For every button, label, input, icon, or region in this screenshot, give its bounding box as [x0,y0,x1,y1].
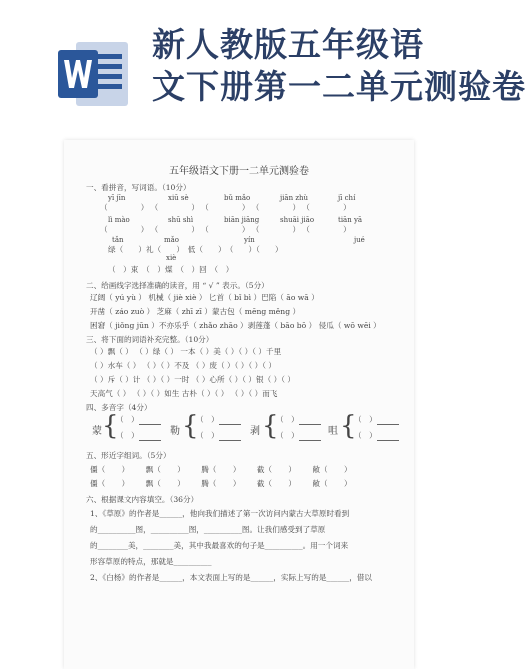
fill-in-line: 形容草原的特点，那就是__________ [90,557,212,566]
pronunciation-line: 辽阔（ yú yù ） 机械（ jiè xiè ） 匕首（ bǐ bì ）巴陷（ āo wā ） [90,293,319,302]
fill-in-line: 2、《白杨》的作者是______，本文表面上写的是______，实际上写的是______，借以 [90,573,372,582]
fill-in-line: 的________美，________美，其中我最喜欢的句子是__________。用一个词来 [90,541,349,550]
brace: { [102,411,119,441]
polyphone-blank: （ ） [196,430,241,441]
pinyin: shū shì [168,216,194,224]
polyphone-blank: （ ） [116,414,161,425]
pinyin: xiè [166,254,177,262]
pinyin: yī jīn [108,194,126,202]
section-3-heading: 三、将下面的词语补充完整。（10分） [86,335,214,344]
pronunciation-line: 困窘（ jiǒng jūn ）不亦乐乎（ zhǎo zhāo ）剥莲蓬（ bāo bō ） 侵瓜（ wō wēi ） [90,321,381,330]
completion-line: （ ）水车（ ） （ ）（ ）不及 （ ）废（ ）（ ）（ ）（ ） [90,361,277,370]
polyphone-blank: （ ） [354,430,399,441]
pinyin: shuāi jiāo [280,216,315,224]
banner-title-line-1: 新人教版五年级语 [152,25,424,64]
completion-line: （ ）飘（ ） （ ）绿（ ） 一本（ ）美（ ）（ ）（ ）千里 [90,347,282,356]
brace: { [182,411,199,441]
banner-title [152,24,526,108]
pinyin: yín [244,236,255,244]
pinyin: jué [354,236,365,244]
polyphone-blank: （ ） [354,414,399,425]
polyphone-char: 咀 [328,426,338,437]
pronunciation-line: 开凿（ záo zuò ） 芝麻（ zhī zī ）蒙古包（ mēng měng ） [90,307,301,316]
polyphone-blank: （ ） [196,414,241,425]
pinyin: tiān yā [338,216,363,224]
similar-char-line: 僵（ ） 飘（ ） 腾（ ） 截（ ） 敞（ ） [90,465,352,474]
polyphone-blank: （ ） [276,430,321,441]
pinyin: mǎo [164,236,180,244]
polyphone-blank: （ ） [276,414,321,425]
polyphone-char: 蒙 [92,426,102,437]
polyphone-char: 勒 [170,426,180,437]
pinyin: lì mào [108,216,130,224]
exam-title: 五年级语文下册一二单元测验卷 [169,166,309,177]
fill-row: （ ）束 （ ）煤 （ ）回 （ ） [108,265,234,274]
section-1-heading: 一、看拼音，写词语。（10分） [86,183,191,192]
fill-row: 绿（ ）礼（ ） 低（ ） （ ）（ ） [108,245,283,254]
pinyin: biān jiāng [224,216,260,224]
document-banner [0,0,526,140]
pinyin: xiū sè [168,194,189,202]
exam-paper [64,140,414,669]
section-5-heading: 五、形近字组词。（5分） [86,451,171,460]
polyphone-char: 剥 [250,426,260,437]
answer-boxes: （ ）（ ）（ ）（ ）（ ） [100,225,357,234]
fill-in-line: 1、《草原》的作者是______，他向我们描述了第一次访问内蒙古大草原时看到 [90,509,350,518]
similar-char-line: 僵（ ） 飘（ ） 腾（ ） 截（ ） 敞（ ） [90,479,352,488]
section-2-heading: 二、给画线字选择准确的读音，用 “ √ ” 表示。（5分） [86,281,269,290]
pinyin: jī chí [338,194,356,202]
pinyin: jiān zhù [280,194,309,202]
brace: { [340,411,357,441]
fill-in-line: 的__________图，__________图，__________图。让我们感受到了草原 [90,525,326,534]
pinyin: tǎn [112,236,124,244]
answer-boxes: （ ）（ ）（ ）（ ）（ ） [100,203,357,212]
banner-title-line-2: 文下册第一二单元测验卷 [152,67,526,106]
completion-line: 天高气（ ） （ ）（ ）如生 古朴（ ）（ ） （ ）（ ）而飞 [90,389,278,398]
word-document-icon [58,40,134,108]
section-4-heading: 四、多音字（4分） [86,403,152,412]
pinyin: bǔ mǎo [224,194,251,202]
brace: { [262,411,279,441]
completion-line: （ ）斥（ ）计 （ ）（ ）一时 （ ）心所（ ）（ ）银（ ）（ ） [90,375,295,384]
section-6-heading: 六、根据课文内容填空。（36分） [86,495,199,504]
polyphone-blank: （ ） [116,430,161,441]
